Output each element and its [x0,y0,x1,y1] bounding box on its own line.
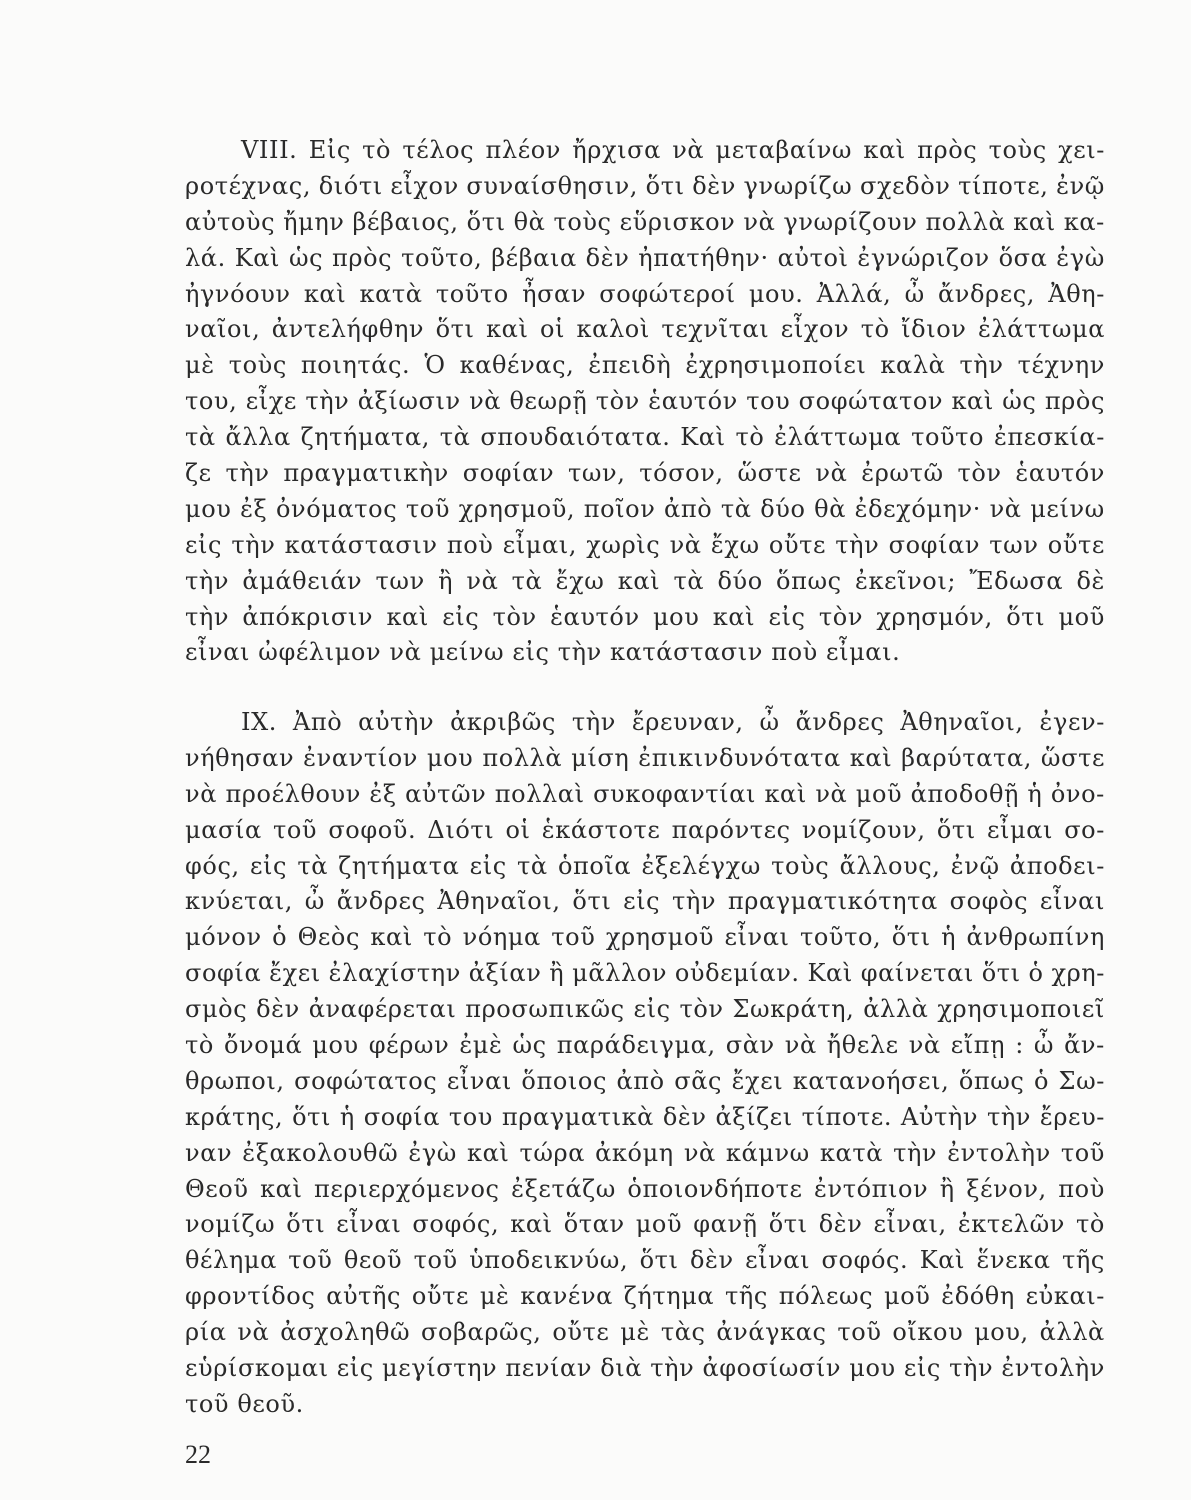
text-line: θρωποι, σοφώτατος εἶναι ὅποιος ἀπὸ σᾶς ἔχει κατανοήσει, ὅπως ὁ Σω- [185,1066,1105,1095]
text-line: μὲ τοὺς ποιητάς. Ὁ καθένας, ἐπειδὴ ἐχρησιμοποίει καλὰ τὴν τέχνην [185,351,1105,380]
text-line: ρία νὰ ἀσχοληθῶ σοβαρῶς, οὔτε μὲ τὰς ἀνάγκας τοῦ οἴκου μου, ἀλλὰ [185,1318,1105,1347]
text-line: εἰς τὴν κατάστασιν ποὺ εἶμαι, χωρὶς νὰ ἔχω οὔτε τὴν σοφίαν των οὔτε [185,530,1105,559]
text-line: εὑρίσκομαι εἰς μεγίστην πενίαν διὰ τὴν ἀφοσίωσίν μου εἰς τὴν ἐντολὴν [185,1354,1105,1383]
text-line: τὰ ἄλλα ζητήματα, τὰ σπουδαιότατα. Καὶ τὸ ἐλάττωμα τοῦτο ἐπεσκία- [185,423,1105,452]
text-line: τὸ ὄνομά μου φέρων ἐμὲ ὡς παράδειγμα, σὰν νὰ ἤθελε νὰ εἴπῃ : ὦ ἄν- [185,1031,1105,1060]
text-line: λά. Καὶ ὡς πρὸς τοῦτο, βέβαια δὲν ἠπατήθην· αὐτοὶ ἐγνώριζον ὅσα ἐγὼ [185,243,1105,272]
text-line: αὐτοὺς ἤμην βέβαιος, ὅτι θὰ τοὺς εὕρισκον νὰ γνωρίζουν πολλὰ καὶ κα- [185,207,1105,236]
section-ix-paragraph [185,705,1105,1423]
text-line: σμὸς δὲν ἀναφέρεται προσωπικῶς εἰς τὸν Σωκράτη, ἀλλὰ χρησιμοποιεῖ [185,995,1105,1024]
text-line: ροτέχνας, διότι εἶχον συναίσθησιν, ὅτι δὲν γνωρίζω σχεδὸν τίποτε, ἐνῷ [185,171,1105,200]
text-line: ναῖοι, ἀντελήφθην ὅτι καὶ οἱ καλοὶ τεχνῖται εἶχον τὸ ἴδιον ἐλάττωμα [185,315,1105,344]
text-line: νομίζω ὅτι εἶναι σοφός, καὶ ὅταν μοῦ φανῇ ὅτι δὲν εἶναι, ἐκτελῶν τὸ [185,1210,1105,1239]
text-line-last: εἶναι ὠφέλιμον νὰ μείνω εἰς τὴν κατάστασιν ποὺ εἶμαι. [185,638,901,667]
text-line: φός, εἰς τὰ ζητήματα εἰς τὰ ὁποῖα ἐξελέγχω τοὺς ἄλλους, ἐνῷ ἀποδει- [185,851,1105,880]
text-line: κράτης, ὅτι ἡ σοφία του πραγματικὰ δὲν ἀξίζει τίποτε. Αὐτὴν τὴν ἔρευ- [185,1102,1105,1131]
text-line: σοφία ἔχει ἐλαχίστην ἀξίαν ἢ μᾶλλον οὐδεμίαν. Καὶ φαίνεται ὅτι ὁ χρη- [185,959,1105,988]
text-line: τὴν ἀπόκρισιν καὶ εἰς τὸν ἑαυτόν μου καὶ εἰς τὸν χρησμόν, ὅτι μοῦ [185,602,1105,631]
text-line: μασία τοῦ σοφοῦ. Διότι οἱ ἑκάστοτε παρόντες νομίζουν, ὅτι εἶμαι σο- [185,815,1105,844]
text-line: κνύεται, ὦ ἄνδρες Ἀθηναῖοι, ὅτι εἰς τὴν πραγματικότητα σοφὸς εἶναι [185,887,1105,916]
text-line-last: τοῦ θεοῦ. [185,1389,304,1418]
text-line: του, εἶχε τὴν ἀξίωσιν νὰ θεωρῇ τὸν ἑαυτόν του σοφώτατον καὶ ὡς πρὸς [185,387,1105,416]
text-line: VIII. Εἰς τὸ τέλος πλέον ἤρχισα νὰ μεταβαίνω καὶ πρὸς τοὺς χει- [241,136,1105,164]
text-line: νήθησαν ἐναντίον μου πολλὰ μίση ἐπικινδυνότατα καὶ βαρύτατα, ὥστε [185,743,1105,772]
text-line: θέλημα τοῦ θεοῦ τοῦ ὑποδεικνύω, ὅτι δὲν εἶναι σοφός. Καὶ ἕνεκα τῆς [185,1246,1105,1275]
text-line: φροντίδος αὐτῆς οὔτε μὲ κανένα ζήτημα τῆς πόλεως μοῦ ἐδόθη εὐκαι- [185,1282,1105,1311]
text-line: νὰ προέλθουν ἐξ αὐτῶν πολλαὶ συκοφαντίαι καὶ νὰ μοῦ ἀποδοθῇ ἡ ὀνο- [185,779,1105,808]
section-viii-paragraph [185,133,1105,671]
text-line: τὴν ἀμάθειάν των ἢ νὰ τὰ ἔχω καὶ τὰ δύο ὅπως ἐκεῖνοι; Ἔδωσα δὲ [185,566,1105,595]
page-number: 22 [185,1440,211,1469]
text-line: ναν ἐξακολουθῶ ἐγὼ καὶ τώρα ἀκόμη νὰ κάμνω κατὰ τὴν ἐντολὴν τοῦ [185,1138,1105,1167]
text-line: ζε τὴν πραγματικὴν σοφίαν των, τόσον, ὥστε νὰ ἐρωτῶ τὸν ἑαυτόν [185,459,1105,488]
text-line: IX. Ἀπὸ αὐτὴν ἀκριβῶς τὴν ἔρευναν, ὦ ἄνδρες Ἀθηναῖοι, ἐγεν- [241,708,1105,736]
text-line: Θεοῦ καὶ περιερχόμενος ἐξετάζω ὁποιονδήποτε ἐντόπιον ἢ ξένον, ποὺ [185,1174,1105,1203]
text-line: μόνον ὁ Θεὸς καὶ τὸ νόημα τοῦ χρησμοῦ εἶναι τοῦτο, ὅτι ἡ ἀνθρωπίνη [185,923,1105,952]
text-line: μου ἐξ ὀνόματος τοῦ χρησμοῦ, ποῖον ἀπὸ τὰ δύο θὰ ἐδεχόμην· νὰ μείνω [185,494,1105,523]
text-line: ἠγνόουν καὶ κατὰ τοῦτο ἦσαν σοφώτεροί μου. Ἀλλά, ὦ ἄνδρες, Ἀθη- [185,279,1105,308]
